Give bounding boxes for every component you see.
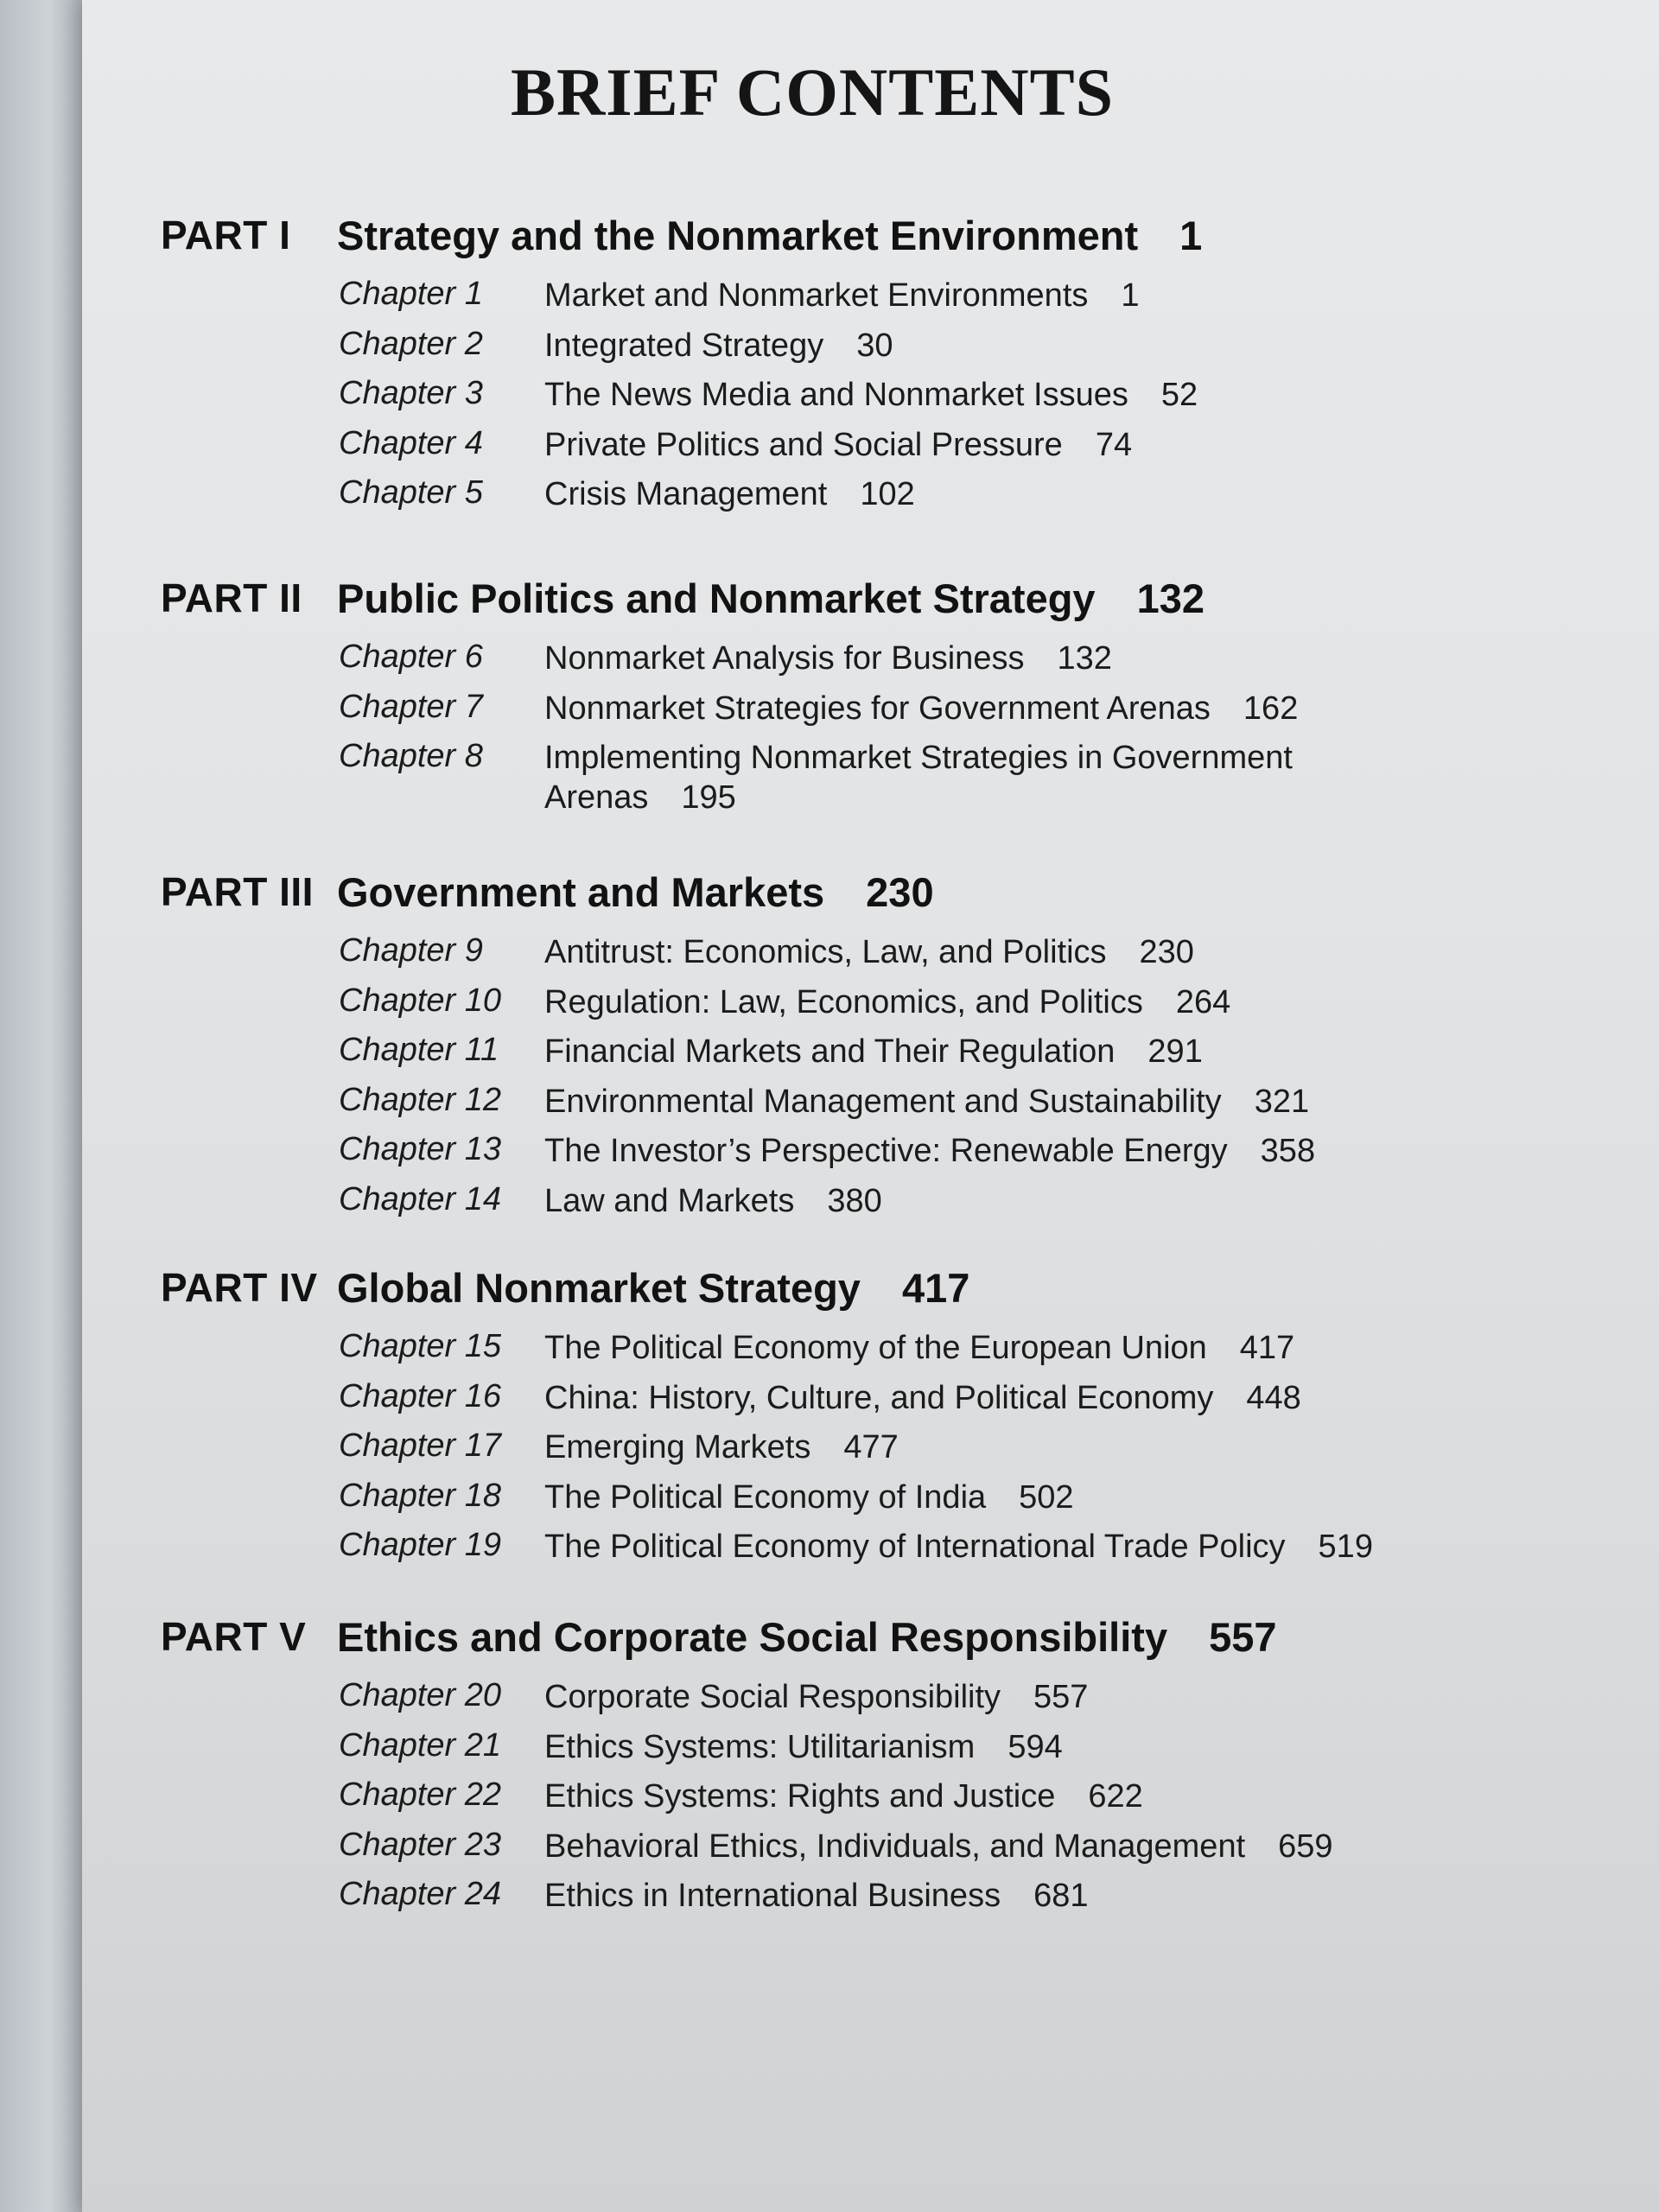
part-heading <box>0 868 1659 929</box>
chapter-title <box>544 1827 1408 1866</box>
chapter-title <box>544 1082 1408 1122</box>
chapter-entry <box>0 425 1659 475</box>
part-title-text: Global Nonmarket Strategy <box>337 1265 861 1311</box>
chapter-entry <box>0 1727 1659 1777</box>
chapter-title-text: Corporate Social Responsibility <box>544 1679 1001 1715</box>
chapter-list <box>0 276 1659 524</box>
chapter-title-text: Financial Markets and Their Regulation <box>544 1033 1116 1070</box>
part-title-text: Strategy and the Nonmarket Environment <box>337 213 1139 258</box>
part-heading <box>0 1613 1659 1674</box>
chapter-title-text: Ethics in International Business <box>544 1878 1001 1914</box>
chapter-title <box>544 1131 1408 1171</box>
chapter-page-number: 102 <box>860 476 915 512</box>
chapter-label: Chapter 24 <box>339 1876 502 1912</box>
chapter-title <box>544 1032 1408 1071</box>
chapter-page-number: 1 <box>1121 277 1140 314</box>
chapter-title <box>544 639 1408 678</box>
chapter-page-number: 52 <box>1160 377 1198 413</box>
part-title <box>337 212 1202 259</box>
part-heading <box>0 1264 1659 1325</box>
chapter-title-text: Behavioral Ethics, Individuals, and Management <box>544 1827 1246 1865</box>
chapter-entry <box>0 1427 1659 1478</box>
chapter-title <box>544 1727 1408 1767</box>
chapter-entry <box>0 982 1659 1033</box>
chapter-label: Chapter 17 <box>339 1427 502 1464</box>
chapter-title <box>544 1427 1408 1467</box>
chapter-title-text: Regulation: Law, Economics, and Politics <box>544 983 1143 1020</box>
chapter-page-number: 291 <box>1147 1033 1203 1070</box>
chapter-entry <box>0 1131 1659 1181</box>
chapter-entry <box>0 474 1659 524</box>
chapter-label: Chapter 18 <box>339 1477 502 1514</box>
part-section <box>0 575 1659 828</box>
chapter-page-number: 681 <box>1033 1878 1089 1914</box>
chapter-entry <box>0 1082 1659 1132</box>
chapter-title-text: Nonmarket Strategies for Government Arenas <box>544 690 1211 727</box>
chapter-page-number: 195 <box>681 779 736 816</box>
chapter-list <box>0 639 1659 828</box>
chapter-label: Chapter 3 <box>339 375 483 411</box>
chapter-entry <box>0 1032 1659 1082</box>
chapter-title <box>544 932 1408 972</box>
chapter-title-text: Antitrust: Economics, Law, and Politics <box>544 934 1107 970</box>
chapter-entry <box>0 1876 1659 1926</box>
chapter-page-number: 622 <box>1088 1778 1143 1815</box>
chapter-entry <box>0 1527 1659 1577</box>
chapter-title-text: Law and Markets <box>544 1182 795 1219</box>
chapter-entry <box>0 1181 1659 1231</box>
chapter-page-number: 519 <box>1318 1529 1373 1565</box>
chapter-title-text: The Investor’s Perspective: Renewable Energy <box>544 1133 1228 1169</box>
chapter-entry <box>0 689 1659 739</box>
chapter-page-number: 74 <box>1095 426 1133 463</box>
part-title <box>337 1613 1277 1661</box>
chapter-label: Chapter 19 <box>339 1527 502 1563</box>
chapter-title <box>544 1378 1408 1418</box>
chapter-page-number: 264 <box>1175 983 1231 1020</box>
chapter-list <box>0 1328 1659 1577</box>
chapter-title <box>544 425 1408 465</box>
chapter-page-number: 30 <box>856 327 893 364</box>
part-page-number: 132 <box>1136 575 1205 621</box>
chapter-page-number: 358 <box>1260 1133 1316 1169</box>
part-title-text: Ethics and Corporate Social Responsibility <box>337 1614 1168 1660</box>
chapter-label: Chapter 13 <box>339 1131 502 1167</box>
chapter-entry <box>0 932 1659 982</box>
part-label: PART II <box>161 575 302 620</box>
chapter-title <box>544 326 1408 365</box>
chapter-entry <box>0 1478 1659 1528</box>
part-section <box>0 868 1659 1230</box>
part-label: PART I <box>161 213 291 257</box>
part-page-number: 1 <box>1179 213 1203 258</box>
chapter-title-text: The Political Economy of International Trade Policy <box>544 1529 1286 1565</box>
part-title <box>337 575 1205 622</box>
chapter-entry <box>0 276 1659 326</box>
chapter-entry <box>0 1677 1659 1727</box>
chapter-title-text: Emerging Markets <box>544 1429 811 1465</box>
chapter-entry <box>0 375 1659 425</box>
chapter-entry <box>0 738 1659 828</box>
chapter-entry <box>0 1378 1659 1428</box>
chapter-entry <box>0 1777 1659 1827</box>
chapter-label: Chapter 11 <box>339 1032 499 1068</box>
chapter-title-text: Integrated Strategy <box>544 327 824 364</box>
chapter-entry <box>0 326 1659 376</box>
chapter-page-number: 417 <box>1239 1330 1295 1366</box>
chapter-title-text: Implementing Nonmarket Strategies in Government Arenas <box>544 740 1293 816</box>
part-label: PART III <box>161 869 314 914</box>
chapter-label: Chapter 6 <box>339 639 483 675</box>
chapter-page-number: 557 <box>1033 1679 1089 1715</box>
chapter-entry <box>0 639 1659 689</box>
part-title <box>337 868 934 916</box>
part-label: PART IV <box>161 1265 318 1310</box>
chapter-title-text: The News Media and Nonmarket Issues <box>544 377 1128 413</box>
chapter-title-text: Crisis Management <box>544 476 828 512</box>
chapter-label: Chapter 14 <box>339 1180 502 1217</box>
chapter-page-number: 230 <box>1139 934 1194 970</box>
chapter-title <box>544 982 1408 1022</box>
chapter-label: Chapter 8 <box>339 738 483 774</box>
chapter-page-number: 477 <box>843 1429 899 1465</box>
chapter-label: Chapter 10 <box>339 982 502 1019</box>
chapter-title <box>544 1328 1408 1368</box>
chapter-list <box>0 932 1659 1230</box>
chapter-label: Chapter 2 <box>339 325 483 362</box>
chapter-label: Chapter 7 <box>339 688 483 725</box>
chapter-page-number: 659 <box>1278 1827 1333 1865</box>
part-heading <box>0 575 1659 635</box>
chapter-title <box>544 1181 1408 1221</box>
chapter-page-number: 162 <box>1243 690 1299 727</box>
chapter-title <box>544 1527 1408 1567</box>
chapter-title-text: Ethics Systems: Utilitarianism <box>544 1728 976 1765</box>
chapter-page-number: 448 <box>1246 1379 1301 1416</box>
chapter-label: Chapter 20 <box>339 1677 502 1713</box>
part-page-number: 557 <box>1209 1614 1277 1660</box>
part-section <box>0 1264 1659 1577</box>
chapter-page-number: 321 <box>1254 1083 1310 1120</box>
chapter-title <box>544 375 1408 415</box>
part-section <box>0 1613 1659 1926</box>
chapter-label: Chapter 4 <box>339 424 483 461</box>
part-title-text: Government and Markets <box>337 869 825 915</box>
chapter-title <box>544 689 1408 728</box>
chapter-title <box>544 276 1408 315</box>
chapter-title-text: The Political Economy of India <box>544 1478 987 1516</box>
part-heading <box>0 212 1659 272</box>
part-title-text: Public Politics and Nonmarket Strategy <box>337 575 1096 621</box>
chapter-title-text: Ethics Systems: Rights and Justice <box>544 1778 1056 1815</box>
chapter-page-number: 502 <box>1019 1478 1074 1516</box>
page-title: BRIEF CONTENTS <box>510 54 1115 130</box>
chapter-title-text: Nonmarket Analysis for Business <box>544 640 1025 677</box>
chapter-label: Chapter 12 <box>339 1081 502 1118</box>
part-label: PART V <box>161 1614 307 1659</box>
chapter-page-number: 594 <box>1007 1728 1063 1765</box>
chapter-label: Chapter 16 <box>339 1377 502 1414</box>
chapter-entry <box>0 1328 1659 1378</box>
chapter-label: Chapter 9 <box>339 932 483 969</box>
chapter-title <box>544 474 1408 514</box>
chapter-label: Chapter 23 <box>339 1826 502 1863</box>
chapter-label: Chapter 21 <box>339 1726 502 1764</box>
part-page-number: 417 <box>901 1265 970 1311</box>
chapter-entry <box>0 1827 1659 1877</box>
chapter-list <box>0 1677 1659 1926</box>
chapter-title <box>544 1876 1408 1916</box>
chapter-page-number: 132 <box>1057 640 1112 677</box>
chapter-title-text: Private Politics and Social Pressure <box>544 426 1063 463</box>
chapter-title-text: Market and Nonmarket Environments <box>544 277 1089 314</box>
chapter-title-text: The Political Economy of the European Union <box>544 1330 1207 1366</box>
chapter-label: Chapter 22 <box>339 1777 502 1813</box>
part-page-number: 230 <box>866 869 934 915</box>
chapter-title <box>544 1677 1408 1717</box>
chapter-title-text: China: History, Culture, and Political Economy <box>544 1379 1214 1416</box>
chapter-title <box>544 1777 1408 1816</box>
part-section <box>0 212 1659 524</box>
chapter-label: Chapter 5 <box>339 474 483 511</box>
chapter-page-number: 380 <box>827 1182 882 1219</box>
chapter-title <box>544 1478 1408 1517</box>
chapter-title-text: Environmental Management and Sustainability <box>544 1083 1222 1120</box>
part-title <box>337 1264 969 1312</box>
chapter-label: Chapter 15 <box>339 1328 502 1364</box>
chapter-label: Chapter 1 <box>339 276 483 312</box>
chapter-title <box>544 738 1408 817</box>
